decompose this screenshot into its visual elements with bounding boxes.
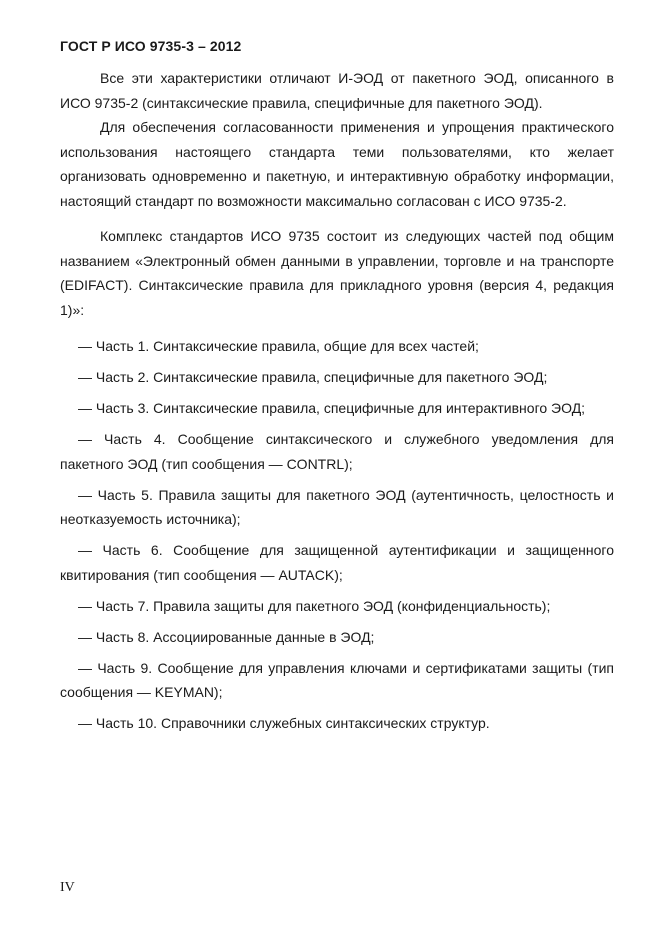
page-number: IV [60, 880, 75, 895]
list-item-part-10: — Часть 10. Справочники служебных синтаксических структур. [78, 715, 490, 731]
list-item-part-3: — Часть 3. Синтаксические правила, специфичные для интерактивного ЭОД; [78, 400, 586, 416]
list-item-part-9: — Часть 9. Сообщение для управления ключами и сертификатами защиты (тип сообщения — KEYMAN); [60, 659, 614, 700]
parts-list [60, 334, 614, 736]
page-header-title: ГОСТ Р ИСО 9735-3 – 2012 [60, 38, 242, 54]
list-item-part-8: — Часть 8. Ассоциированные данные в ЭОД; [78, 628, 375, 645]
list-item-part-7: — Часть 7. Правила защиты для пакетного ЭОД (конфиденциальность); [78, 597, 551, 614]
list-item-part-4: — Часть 4. Сообщение синтаксического и служебного уведомления для пакетного ЭОД (тип сообщения — CONTRL); [60, 431, 614, 472]
list-item-part-5: — Часть 5. Правила защиты для пакетного ЭОД (аутентичность, целостность и неотказуемость источника); [60, 486, 614, 527]
paragraph-consistency: Для обеспечения согласованности применения и упрощения практического использования настоящего стандарта теми пользователями, кто желает организовать одновременно и пакетную, и интерактивную обработку информации, настоящий стандарт по возможности максимально согласован с ИСО 9735-2. [60, 119, 614, 209]
list-item-part-6: — Часть 6. Сообщение для защищенной аутентификации и защищенного квитирования (тип сообщения — AUTACK); [60, 542, 614, 583]
list-item-part-2: — Часть 2. Синтаксические правила, специфичные для пакетного ЭОД; [78, 369, 548, 385]
page-body [60, 66, 614, 742]
paragraph-differences: Все эти характеристики отличают И-ЭОД от пакетного ЭОД, описанного в ИСО 9735-2 (синтаксические правила, специфичные для пакетного ЭОД). [60, 70, 614, 111]
paragraph-standard-parts-intro: Комплекс стандартов ИСО 9735 состоит из следующих частей под общим названием «Электронный обмен данными в управлении, торговле и на транспорте (EDIFACT). Синтаксические правила для прикладного уровня (версия 4, редакция 1)»: [60, 228, 614, 318]
list-item-part-1: — Часть 1. Синтаксические правила, общие для всех частей; [78, 338, 479, 354]
